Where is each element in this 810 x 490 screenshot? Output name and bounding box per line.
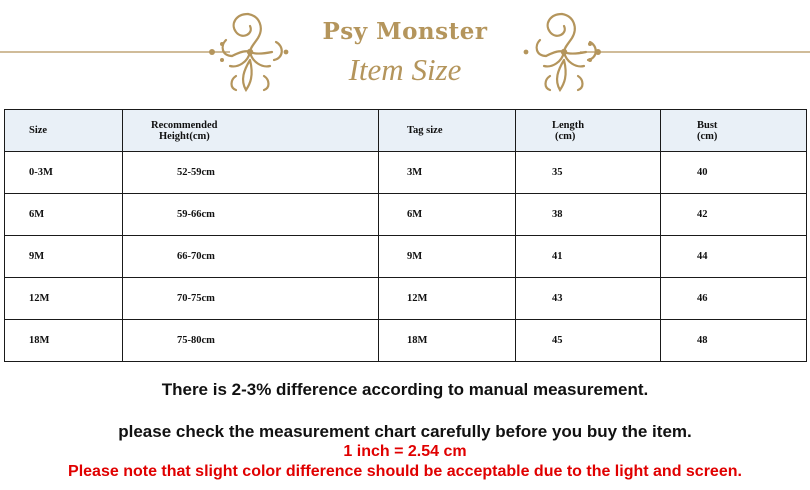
header-length-line2: (cm) [555,130,576,142]
cell-length: 38 [516,194,661,236]
cell-height: 66-70cm [123,236,379,278]
cell-size: 12M [5,278,123,320]
table-header-row [5,110,807,152]
cell-tag-size: 18M [379,320,516,362]
table-row [5,152,807,194]
brand-title: Psy Monster [322,18,488,45]
cell-length: 41 [516,236,661,278]
header-tag-size [379,110,516,152]
cell-height: 70-75cm [123,278,379,320]
cell-size: 9M [5,236,123,278]
cell-bust: 48 [661,320,807,362]
header-length-line1: Length [552,119,585,131]
cell-length: 45 [516,320,661,362]
table-row [5,320,807,362]
cell-bust: 40 [661,152,807,194]
cell-bust: 46 [661,278,807,320]
cell-bust: 42 [661,194,807,236]
header-size-label: Size [29,125,48,136]
color-difference-note: Please note that slight color difference should be acceptable due to the light and screen. [68,463,742,480]
size-table [4,109,807,362]
cell-tag-size: 12M [379,278,516,320]
cell-height: 59-66cm [123,194,379,236]
cell-size: 18M [5,320,123,362]
cell-tag-size: 6M [379,194,516,236]
cell-height: 75-80cm [123,320,379,362]
cell-bust: 44 [661,236,807,278]
header [0,0,810,100]
cell-size: 6M [5,194,123,236]
header-length [516,110,661,152]
table-row [5,194,807,236]
header-bust-line2: (cm) [697,130,718,142]
header-tag-size-label: Tag size [407,125,443,136]
table-row [5,236,807,278]
cell-tag-size: 9M [379,236,516,278]
measurement-difference-note: There is 2-3% difference according to manual measurement. [161,380,649,399]
table-row [5,278,807,320]
check-chart-note: please check the measurement chart carefully before you buy the item. [118,422,692,441]
cell-size: 0-3M [5,152,123,194]
cell-height: 52-59cm [123,152,379,194]
header-size [5,110,123,152]
page-title: Item Size [348,52,462,87]
cell-length: 43 [516,278,661,320]
cell-length: 35 [516,152,661,194]
header-height-line2: Height(cm) [159,130,210,142]
inch-conversion-note: 1 inch = 2.54 cm [343,443,467,460]
header-bust-line1: Bust [697,119,718,131]
header-recommended-height [123,110,379,152]
cell-tag-size: 3M [379,152,516,194]
header-bust [661,110,807,152]
header-height-line1: Recommended [151,119,218,131]
